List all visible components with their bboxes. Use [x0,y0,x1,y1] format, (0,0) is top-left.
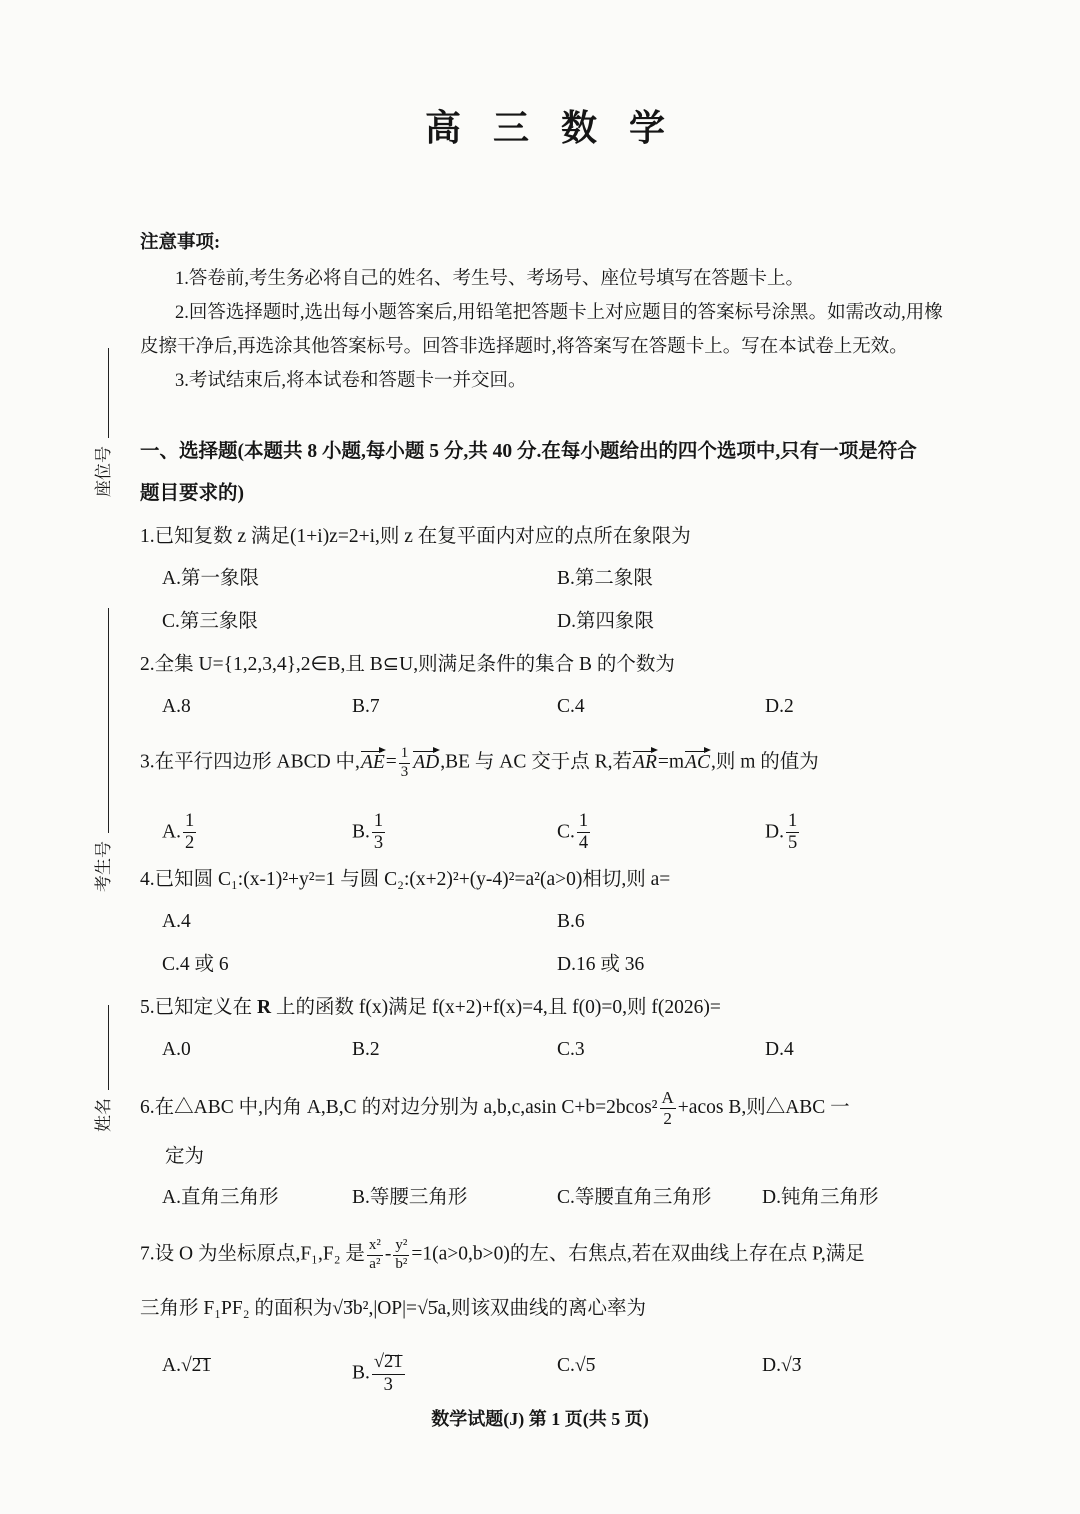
question-6-stem-line-2: 定为 [165,1146,205,1167]
stem-text: 3.在平行四边形 ABCD 中, [140,751,360,773]
question-4-option-a [162,908,191,936]
fraction-numerator: 1 [399,746,411,764]
section-heading-line-1: 一、选择题(本题共 8 小题,每小题 5 分,共 40 分.在每小题给出的四个选项中,只有一项是符合 [140,441,917,462]
square-root: √5 [574,1355,596,1376]
vector-ad: AD [413,751,440,773]
fraction [367,1238,383,1273]
option-text: 钝角三角形 [780,1187,879,1208]
question-3-option-d [765,812,801,854]
page-footer: 数学试题(J) 第 1 页(共 5 页) [431,1409,649,1429]
stem-text: =m [657,751,685,773]
option-label: A. [162,696,181,717]
option-text: 4 [574,696,585,717]
seat-number-line [108,348,109,438]
question-3-option-c [557,812,592,854]
fraction-denominator: 2 [184,833,195,854]
question-6-option-a [162,1184,278,1212]
option-text: 等腰直角三角形 [574,1187,712,1208]
option-text: 16 或 36 [575,954,645,975]
question-7-option-a [162,1352,211,1380]
stem-text: b²,|OP|= [352,1298,418,1319]
square-root: √21 [373,1352,403,1372]
option-label: C. [557,821,575,843]
stem-text: ,则 m 的值为 [710,751,819,773]
option-label: B. [557,911,575,932]
name-label: 姓名 [94,1098,113,1132]
question-5-option-d [765,1036,794,1064]
question-7-option-c [557,1352,595,1380]
fraction-denominator: 5 [787,833,798,854]
note-item-2-line-2: 皮擦干净后,再选涂其他答案标号。回答非选择题时,将答案写在答题卡上。写在本试卷上无效。 [140,337,908,357]
question-1-option-b [557,565,653,593]
fraction-numerator: x² [367,1238,383,1256]
question-5-option-c [557,1036,585,1064]
question-7-option-b [352,1352,407,1396]
option-label: A. [162,821,181,843]
question-1-option-c [162,608,258,636]
exam-number-label: 考生号 [94,841,113,892]
question-7-stem-line-1 [140,1238,865,1273]
page-title: 高三数学 [424,108,697,148]
fraction-denominator: 2 [663,1108,672,1128]
fraction-numerator: A [661,1088,674,1107]
option-label: D. [762,1355,781,1376]
fraction [660,1089,676,1128]
fraction-numerator: 1 [372,812,385,833]
option-text: 4 [783,1039,794,1060]
fraction-numerator: 1 [786,812,799,833]
question-4-option-b [557,908,585,936]
stem-text: 5.已知定义在 [140,997,258,1018]
option-label: A. [162,1039,181,1060]
question-5-stem [140,994,721,1022]
stem-text: +acos B,则△ABC 一 [677,1096,850,1118]
stem-text: 6.在△ABC 中,内角 A,B,C 的对边分别为 a,b,c,asin C+b=2bcos² [140,1096,658,1118]
option-text: 第四象限 [575,611,654,632]
question-2-option-a [162,693,191,721]
fraction [183,812,196,854]
question-6-option-c [557,1184,711,1212]
stem-text: 上的函数 f(x)满足 f(x+2)+f(x)=4,且 f(0)=0,则 f(2026)= [271,997,721,1018]
option-label: C. [557,1039,575,1060]
question-3-stem [140,746,819,781]
fraction-denominator: 3 [383,1375,393,1396]
option-text: 第一象限 [180,568,259,589]
option-label: B. [352,1187,370,1208]
fraction [372,1352,405,1396]
option-label: B. [352,821,370,843]
option-label: C. [557,1187,575,1208]
option-label: B. [352,696,370,717]
option-label: C. [162,611,180,632]
option-label: B. [557,568,575,589]
stem-text: ,BE 与 AC 交于点 R,若 [440,751,633,773]
option-label: D. [762,1187,781,1208]
option-label: D. [765,1039,784,1060]
note-item-1: 1.答卷前,考生务必将自己的姓名、考生号、考场号、座位号填写在答题卡上。 [175,269,805,289]
question-1-option-a [162,565,259,593]
question-4-stem: 4.已知圆 C₁:(x-1)²+y²=1 与圆 C₂:(x+2)²+(y-4)²=a²(a>0)相切,则 a= [140,869,671,890]
option-text: 直角三角形 [180,1187,279,1208]
option-label: A. [162,1187,181,1208]
fraction [786,812,799,854]
vector-ac: AC [685,751,710,773]
stem-text: = [385,751,397,773]
option-text: 4 [180,911,191,932]
fraction-numerator: 1 [577,812,590,833]
fraction-numerator: 1 [183,812,196,833]
question-4-option-c [162,951,229,979]
question-3-option-a [162,812,198,854]
section-heading-line-2: 题目要求的) [140,483,244,504]
square-root: √3 [332,1298,353,1319]
question-1-stem: 1.已知复数 z 满足(1+i)z=2+i,则 z 在复平面内对应的点所在象限为 [140,526,691,547]
option-label: D. [765,696,784,717]
fraction-numerator [372,1352,405,1375]
exam-number-field [94,608,114,892]
stem-text: 7.设 O 为坐标原点,F₁,F₂ 是 [140,1243,365,1265]
notes-heading: 注意事项: [140,233,221,253]
fraction-numerator: y² [393,1238,409,1256]
square-root: √5 [417,1298,438,1319]
question-2-stem: 2.全集 U={1,2,3,4},2∈B,且 B⊆U,则满足条件的集合 B 的个数为 [140,654,675,675]
option-text: 7 [369,696,380,717]
option-label: C. [557,1355,575,1376]
option-text: 6 [574,911,585,932]
fraction-denominator: b² [395,1255,408,1272]
fraction [577,812,590,854]
option-label: D. [557,954,576,975]
name-line [108,1005,109,1090]
option-text: 0 [180,1039,191,1060]
option-text: 4 或 6 [179,954,229,975]
question-5-option-a [162,1036,191,1064]
fraction-denominator: 3 [400,763,409,780]
question-6-option-d [762,1184,878,1212]
stem-text: =1(a>0,b>0)的左、右焦点,若在双曲线上存在点 P,满足 [411,1243,865,1265]
minus-sign: - [384,1243,392,1265]
note-item-2-line-1: 2.回答选择题时,选出每小题答案后,用铅笔把答题卡上对应题目的答案标号涂黑。如需改动,用橡 [175,303,943,323]
question-6-stem-line-1 [140,1089,850,1128]
option-label: A. [162,911,181,932]
option-label: C. [162,954,180,975]
square-root: √21 [180,1355,212,1376]
question-7-option-d [762,1352,801,1380]
real-numbers-symbol: R [257,997,272,1018]
seat-number-label: 座位号 [94,446,113,497]
option-label: A. [162,568,181,589]
vector-ar: AR [633,751,657,773]
option-label: C. [557,696,575,717]
stem-text: a,则该双曲线的离心率为 [437,1298,647,1319]
exam-number-line [108,608,109,833]
option-text: 2 [783,696,794,717]
fraction [399,746,411,781]
stem-text: 三角形 F₁PF₂ 的面积为 [140,1298,333,1319]
note-item-3: 3.考试结束后,将本试卷和答题卡一并交回。 [175,371,527,391]
question-3-option-b [352,812,387,854]
option-label: D. [557,611,576,632]
option-label: B. [352,1039,370,1060]
vector-ae: AE [360,751,385,773]
option-label: A. [162,1355,181,1376]
question-6-option-b [352,1184,467,1212]
fraction [372,812,385,854]
question-2-option-b [352,693,380,721]
question-5-option-b [352,1036,380,1064]
fraction-denominator: a² [369,1255,381,1272]
option-label: B. [352,1362,370,1384]
option-text: 等腰三角形 [369,1187,468,1208]
fraction [393,1238,409,1273]
fraction-denominator: 3 [373,833,384,854]
question-2-option-d [765,693,794,721]
option-text: 8 [180,696,191,717]
name-field [94,1005,114,1132]
fraction-denominator: 4 [578,833,589,854]
question-4-option-d [557,951,644,979]
option-text: 2 [369,1039,380,1060]
option-label: D. [765,821,784,843]
seat-number-field [94,348,114,497]
question-2-option-c [557,693,585,721]
square-root: √3 [780,1355,802,1376]
option-text: 第二象限 [574,568,653,589]
option-text: 3 [574,1039,585,1060]
question-7-stem-line-2 [140,1295,646,1323]
question-1-option-d [557,608,654,636]
option-text: 第三象限 [179,611,258,632]
